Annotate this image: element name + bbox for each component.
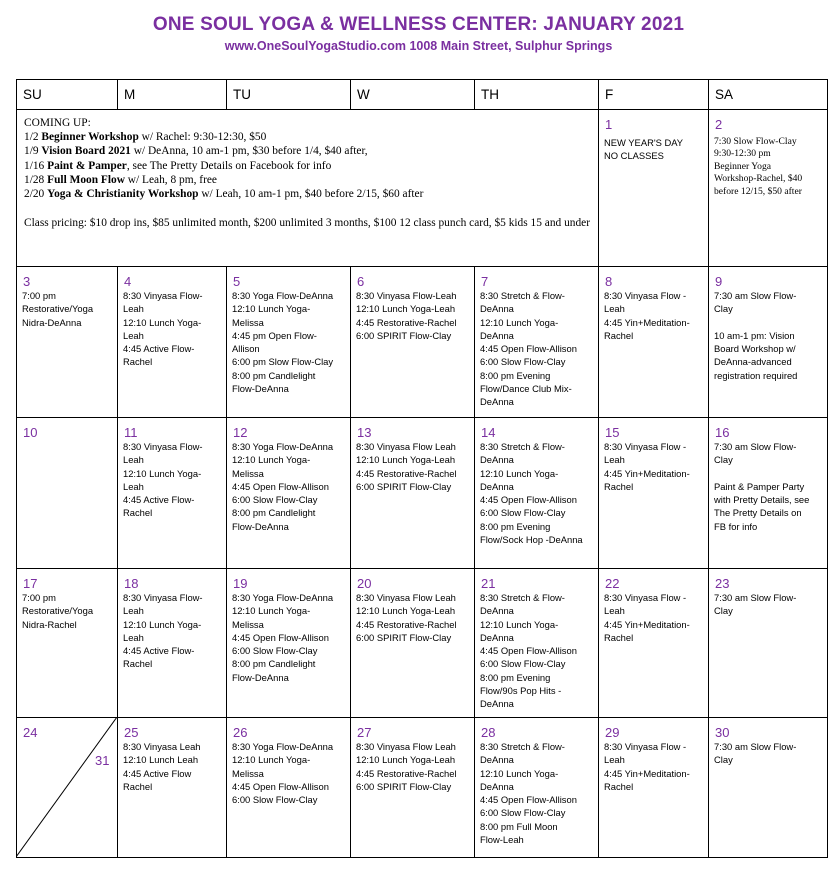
- schedule-line: DeAnna: [480, 631, 514, 643]
- day-number: 2: [715, 117, 723, 132]
- schedule-line: 8:30 Stretch & Flow-: [480, 441, 565, 452]
- schedule-line: Leah: [604, 754, 625, 766]
- schedule-line: 4:45 Open Flow-Allison: [232, 631, 329, 643]
- event-details: w/ Leah, 8 pm, free: [124, 173, 217, 186]
- schedule-line: Leah: [123, 631, 144, 643]
- grid-line: [16, 568, 828, 569]
- schedule-line: 9:30-12:30 pm: [714, 148, 771, 160]
- schedule-line: DeAnna: [480, 303, 514, 315]
- day-schedule: [123, 289, 203, 369]
- schedule-line: DeAnna: [480, 605, 514, 617]
- schedule-line: 8:30 Vinyasa Flow-: [123, 592, 203, 603]
- day-schedule: [480, 289, 577, 409]
- schedule-line: 7:30 am Slow Flow-: [714, 592, 797, 603]
- day-number: 20: [357, 576, 372, 591]
- day-schedule: [714, 440, 809, 533]
- day-header-m: M: [124, 87, 136, 102]
- day-number: 16: [715, 425, 730, 440]
- schedule-line: 12:10 Lunch Yoga-: [232, 605, 311, 617]
- schedule-line: Rachel: [604, 780, 634, 792]
- schedule-line: with Pretty Details, see: [714, 494, 810, 506]
- schedule-line: NEW YEAR'S DAY: [604, 137, 684, 148]
- calendar-title: ONE SOUL YOGA & WELLNESS CENTER: JANUARY 2021: [152, 14, 685, 35]
- schedule-line: DeAnna: [480, 396, 514, 408]
- grid-line: [226, 79, 227, 110]
- schedule-line: 4:45 Restorative-Rachel: [356, 467, 457, 479]
- schedule-line: 6:00 Slow Flow-Clay: [480, 658, 566, 670]
- day-schedule: [480, 740, 577, 846]
- coming-up-section: [24, 116, 604, 201]
- schedule-line: 4:45 Restorative-Rachel: [356, 618, 457, 630]
- event-item: [24, 187, 604, 201]
- day-schedule: [123, 740, 201, 793]
- schedule-line: 8:30 Vinyasa Flow -: [604, 290, 687, 301]
- schedule-line: 4:45 Open Flow-Allison: [480, 343, 577, 355]
- schedule-line: Flow-DeAnna: [232, 520, 289, 532]
- schedule-line: 8:30 Yoga Flow-DeAnna: [232, 741, 334, 752]
- schedule-line: Melissa: [232, 467, 264, 479]
- schedule-line: Melissa: [232, 618, 264, 630]
- day-number: 7: [481, 274, 489, 289]
- schedule-line: Nidra-Rachel: [22, 618, 77, 630]
- grid-line: [16, 266, 828, 267]
- schedule-line: 4:45 Yin+Meditation-: [604, 618, 690, 630]
- schedule-line: NO CLASSES: [604, 150, 664, 162]
- schedule-line: 7:30 am Slow Flow-: [714, 741, 797, 752]
- day-schedule: [232, 740, 333, 806]
- schedule-line: 7:00 pm: [22, 290, 56, 301]
- schedule-line: 8:00 pm Full Moon: [480, 820, 558, 832]
- event-date: 2/20: [24, 188, 48, 201]
- schedule-line: 8:00 pm Candlelight: [232, 369, 316, 381]
- schedule-line: 12:10 Lunch Yoga-Leah: [356, 454, 456, 466]
- schedule-line: 12:10 Lunch Yoga-Leah: [356, 303, 456, 315]
- day-schedule: [714, 740, 796, 767]
- schedule-line: 4:45 Open Flow-Allison: [480, 794, 577, 806]
- day-schedule: [714, 591, 796, 618]
- day-schedule: [604, 440, 690, 493]
- day-number: 24: [23, 725, 38, 740]
- schedule-line: 4:45 pm Open Flow-: [232, 329, 317, 341]
- grid-line: [350, 79, 351, 110]
- schedule-line: registration required: [714, 369, 798, 381]
- day-number: 13: [357, 425, 372, 440]
- event-details: , see The Pretty Details on Facebook for info: [126, 159, 332, 172]
- event-details: w/ Leah, 10 am-1 pm, $40 before 2/15, $60 after: [198, 188, 424, 201]
- schedule-line: 4:45 Open Flow-Allison: [480, 494, 577, 506]
- schedule-line: 6:00 Slow Flow-Clay: [480, 356, 566, 368]
- event-name: Yoga & Christianity Workshop: [47, 188, 199, 201]
- schedule-line: 8:30 Vinyasa Flow Leah: [356, 592, 456, 603]
- schedule-line: 4:45 Active Flow: [123, 767, 192, 779]
- day-number: 18: [124, 576, 139, 591]
- schedule-line: Beginner Yoga: [714, 160, 772, 172]
- schedule-line: 4:45 Yin+Meditation-: [604, 467, 690, 479]
- schedule-line: Clay: [714, 754, 733, 766]
- schedule-line: 6:00 SPIRIT Flow-Clay: [356, 480, 452, 492]
- schedule-line: Paint & Pamper Party: [714, 480, 805, 492]
- schedule-line: Melissa: [232, 316, 264, 328]
- schedule-line: Leah: [123, 454, 144, 466]
- schedule-line: 4:45 Open Flow-Allison: [232, 780, 329, 792]
- schedule-line: 8:30 Yoga Flow-DeAnna: [232, 592, 334, 603]
- calendar-grid: [16, 79, 827, 857]
- schedule-line: 8:30 Vinyasa Leah: [123, 741, 201, 752]
- schedule-line: 6:00 Slow Flow-Clay: [232, 494, 318, 506]
- schedule-line: Clay: [714, 454, 733, 466]
- schedule-line: DeAnna-advanced: [714, 356, 792, 368]
- day-number: 26: [233, 725, 248, 740]
- event-date: 1/28: [24, 173, 48, 186]
- schedule-line: 8:30 Stretch & Flow-: [480, 592, 565, 603]
- schedule-line: 10 am-1 pm: Vision: [714, 329, 795, 341]
- event-name: Vision Board 2021: [41, 145, 131, 158]
- grid-line: [598, 79, 599, 110]
- event-details: w/ DeAnna, 10 am-1 pm, $30 before 1/4, $40 after,: [130, 145, 368, 158]
- day-schedule: [714, 289, 797, 382]
- day-number: 30: [715, 725, 730, 740]
- schedule-line: DeAnna: [480, 480, 514, 492]
- grid-line: [226, 266, 227, 858]
- day-schedule: [356, 591, 457, 644]
- schedule-line: 12:10 Lunch Yoga-: [480, 467, 559, 479]
- schedule-line: 4:45 Active Flow-: [123, 343, 195, 355]
- schedule-line: 8:30 Vinyasa Flow -: [604, 741, 687, 752]
- schedule-line: DeAnna: [480, 454, 514, 466]
- grid-line: [16, 109, 828, 110]
- day-number: 9: [715, 274, 723, 289]
- grid-line: [708, 79, 709, 110]
- coming-up-heading: COMING UP:: [24, 117, 91, 129]
- diagonal-divider: [16, 717, 117, 857]
- day-schedule: [232, 591, 333, 684]
- schedule-line: Leah: [604, 454, 625, 466]
- schedule-line: before 12/15, $50 after: [714, 185, 802, 197]
- schedule-line: Nidra-DeAnna: [22, 316, 82, 328]
- day-number: 22: [605, 576, 620, 591]
- schedule-line: 7:30 am Slow Flow-: [714, 290, 797, 301]
- schedule-line: DeAnna: [480, 754, 514, 766]
- schedule-line: 12:10 Lunch Yoga-: [480, 618, 559, 630]
- schedule-line: 12:10 Lunch Yoga-: [232, 754, 311, 766]
- schedule-line: 4:45 Yin+Meditation-: [604, 767, 690, 779]
- schedule-line: Flow-Leah: [480, 834, 524, 846]
- day-number: 6: [357, 274, 365, 289]
- schedule-line: Flow/Sock Hop -DeAnna: [480, 534, 583, 546]
- schedule-line: 12:10 Lunch Yoga-Leah: [356, 605, 456, 617]
- day-number: 19: [233, 576, 248, 591]
- schedule-line: 8:00 pm Candlelight: [232, 658, 316, 670]
- schedule-line: 6:00 Slow Flow-Clay: [480, 807, 566, 819]
- schedule-line: 6:00 SPIRIT Flow-Clay: [356, 631, 452, 643]
- schedule-line: Rachel: [123, 780, 153, 792]
- schedule-line: DeAnna: [480, 780, 514, 792]
- schedule-line: 8:30 Vinyasa Flow-Leah: [356, 290, 457, 301]
- schedule-line: Leah: [123, 605, 144, 617]
- day-header-tu: TU: [233, 87, 251, 102]
- day-schedule: [604, 591, 690, 644]
- schedule-line: DeAnna: [480, 329, 514, 341]
- event-item: [24, 159, 604, 173]
- grid-line: [16, 717, 828, 718]
- schedule-line: 4:45 Active Flow-: [123, 645, 195, 657]
- schedule-line: 4:45 Restorative-Rachel: [356, 767, 457, 779]
- grid-line: [350, 266, 351, 858]
- schedule-line: Workshop-Rachel, $40: [714, 173, 803, 185]
- day-number: 29: [605, 725, 620, 740]
- schedule-line: 6:00 Slow Flow-Clay: [232, 794, 318, 806]
- day-header-sa: SA: [715, 87, 734, 102]
- grid-line: [16, 857, 828, 858]
- day-schedule: [356, 289, 457, 342]
- schedule-line: 8:30 Vinyasa Flow -: [604, 592, 687, 603]
- schedule-line: 8:30 Vinyasa Flow Leah: [356, 741, 456, 752]
- schedule-line: 12:10 Lunch Yoga-Leah: [356, 754, 456, 766]
- event-date: 1/9: [24, 145, 42, 158]
- day-schedule: [123, 591, 203, 671]
- day-number: 27: [357, 725, 372, 740]
- schedule-line: Board Workshop w/: [714, 343, 796, 355]
- schedule-line: 12:10 Lunch Yoga-: [232, 454, 311, 466]
- event-item: [24, 144, 604, 158]
- day-schedule: [356, 740, 457, 793]
- schedule-line: 8:00 pm Evening: [480, 369, 551, 381]
- schedule-line: 12:10 Lunch Leah: [123, 754, 199, 766]
- schedule-line: Flow-DeAnna: [232, 383, 289, 395]
- schedule-line: 8:30 Stretch & Flow-: [480, 290, 565, 301]
- grid-line: [117, 79, 118, 110]
- schedule-line: Clay: [714, 605, 733, 617]
- schedule-line: 12:10 Lunch Yoga-: [123, 467, 202, 479]
- schedule-line: DeAnna: [480, 698, 514, 710]
- schedule-line: 6:00 Slow Flow-Clay: [232, 645, 318, 657]
- schedule-line: 8:30 Yoga Flow-DeAnna: [232, 441, 334, 452]
- schedule-line: 12:10 Lunch Yoga-: [123, 316, 202, 328]
- event-name: Full Moon Flow: [47, 173, 125, 186]
- event-name: Beginner Workshop: [41, 131, 139, 144]
- day-schedule: [232, 440, 333, 533]
- schedule-line: Flow/Dance Club Mix-: [480, 383, 572, 395]
- schedule-line: 8:30 Vinyasa Flow -: [604, 441, 687, 452]
- schedule-line: Leah: [604, 303, 625, 315]
- schedule-line: Flow-DeAnna: [232, 671, 289, 683]
- schedule-line: Flow/90s Pop Hits -: [480, 685, 562, 697]
- schedule-line: Rachel: [604, 329, 634, 341]
- schedule-line: Rachel: [123, 507, 153, 519]
- day-schedule: [480, 440, 583, 546]
- day-number: 4: [124, 274, 132, 289]
- grid-line: [708, 109, 709, 267]
- day-schedule: [22, 591, 93, 631]
- day-number: 5: [233, 274, 241, 289]
- day-schedule: [22, 289, 93, 329]
- schedule-line: Leah: [604, 605, 625, 617]
- grid-line: [598, 266, 599, 858]
- event-item: [24, 130, 604, 144]
- schedule-line: [714, 467, 809, 480]
- schedule-line: 8:30 Vinyasa Flow Leah: [356, 441, 456, 452]
- schedule-line: Restorative/Yoga: [22, 303, 94, 315]
- day-schedule: [604, 289, 690, 342]
- event-details: w/ Rachel: 9:30-12:30, $50: [138, 131, 267, 144]
- grid-line: [474, 266, 475, 858]
- schedule-line: 8:30 Yoga Flow-DeAnna: [232, 290, 334, 301]
- schedule-line: 6:00 SPIRIT Flow-Clay: [356, 780, 452, 792]
- schedule-line: 6:00 pm Slow Flow-Clay: [232, 356, 334, 368]
- day-number: 25: [124, 725, 139, 740]
- day-number: 8: [605, 274, 613, 289]
- schedule-line: 4:45 Yin+Meditation-: [604, 316, 690, 328]
- grid-line: [117, 266, 118, 858]
- schedule-line: Allison: [232, 343, 260, 355]
- schedule-line: Leah: [123, 480, 144, 492]
- day-number: 11: [124, 425, 138, 440]
- schedule-line: 7:30 am Slow Flow-: [714, 441, 797, 452]
- schedule-line: 12:10 Lunch Yoga-: [480, 316, 559, 328]
- schedule-line: 6:00 SPIRIT Flow-Clay: [356, 329, 452, 341]
- schedule-line: 8:00 pm Evening: [480, 671, 551, 683]
- schedule-line: 12:10 Lunch Yoga-: [480, 767, 559, 779]
- day-number: 14: [481, 425, 496, 440]
- schedule-line: Restorative/Yoga: [22, 605, 94, 617]
- schedule-line: FB for info: [714, 520, 758, 532]
- schedule-line: 4:45 Restorative-Rachel: [356, 316, 457, 328]
- schedule-line: 8:30 Vinyasa Flow-: [123, 441, 203, 452]
- schedule-line: 8:00 pm Evening: [480, 520, 551, 532]
- day-number: 1: [605, 117, 613, 132]
- schedule-line: Rachel: [123, 658, 153, 670]
- grid-line: [16, 79, 828, 80]
- day-number: 21: [481, 576, 496, 591]
- schedule-line: Rachel: [604, 631, 634, 643]
- schedule-line: 7:00 pm: [22, 592, 56, 603]
- schedule-line: [714, 316, 797, 329]
- schedule-line: Melissa: [232, 767, 264, 779]
- schedule-line: 7:30 Slow Flow-Clay: [714, 136, 797, 147]
- grid-line: [16, 417, 828, 418]
- schedule-line: Leah: [123, 303, 144, 315]
- event-date: 1/16: [24, 159, 48, 172]
- day-header-th: TH: [481, 87, 499, 102]
- schedule-line: Clay: [714, 303, 733, 315]
- schedule-line: Rachel: [604, 480, 634, 492]
- day-header-su: SU: [23, 87, 42, 102]
- schedule-line: 8:30 Stretch & Flow-: [480, 741, 565, 752]
- day-number: 28: [481, 725, 496, 740]
- calendar-subtitle: www.OneSoulYogaStudio.com 1008 Main Street, Sulphur Springs: [224, 39, 613, 53]
- schedule-line: 6:00 Slow Flow-Clay: [480, 507, 566, 519]
- day-number: 23: [715, 576, 730, 591]
- event-date: 1/2: [24, 131, 42, 144]
- day-schedule: [604, 740, 690, 793]
- schedule-line: 8:30 Vinyasa Flow-: [123, 290, 203, 301]
- day-number: 31: [95, 753, 110, 768]
- schedule-line: 12:10 Lunch Yoga-: [232, 303, 311, 315]
- schedule-line: 8:00 pm Candlelight: [232, 507, 316, 519]
- day-number: 12: [233, 425, 248, 440]
- schedule-line: Leah: [123, 329, 144, 341]
- schedule-line: 12:10 Lunch Yoga-: [123, 618, 202, 630]
- day-schedule: [232, 289, 333, 395]
- schedule-line: The Pretty Details on: [714, 507, 802, 519]
- grid-line: [474, 79, 475, 110]
- event-name: Paint & Pamper: [47, 159, 127, 172]
- event-item: [24, 173, 604, 187]
- day-schedule: [480, 591, 577, 711]
- day-number: 15: [605, 425, 620, 440]
- day-schedule: [123, 440, 203, 520]
- class-pricing: Class pricing: $10 drop ins, $85 unlimited month, $200 unlimited 3 months, $100 12 class punch card, $5 kids 15 and under: [24, 217, 590, 229]
- day-number: 17: [23, 576, 38, 591]
- day-schedule: [714, 136, 802, 198]
- day-number: 3: [23, 274, 31, 289]
- day-header-f: F: [605, 87, 614, 102]
- schedule-line: 4:45 Open Flow-Allison: [232, 480, 329, 492]
- day-header-w: W: [357, 87, 370, 102]
- grid-line: [708, 266, 709, 858]
- schedule-line: Rachel: [123, 356, 153, 368]
- schedule-line: 4:45 Open Flow-Allison: [480, 645, 577, 657]
- day-schedule: [356, 440, 457, 493]
- grid-line: [827, 79, 828, 858]
- day-schedule: [604, 136, 683, 163]
- day-number: 10: [23, 425, 38, 440]
- schedule-line: 4:45 Active Flow-: [123, 494, 195, 506]
